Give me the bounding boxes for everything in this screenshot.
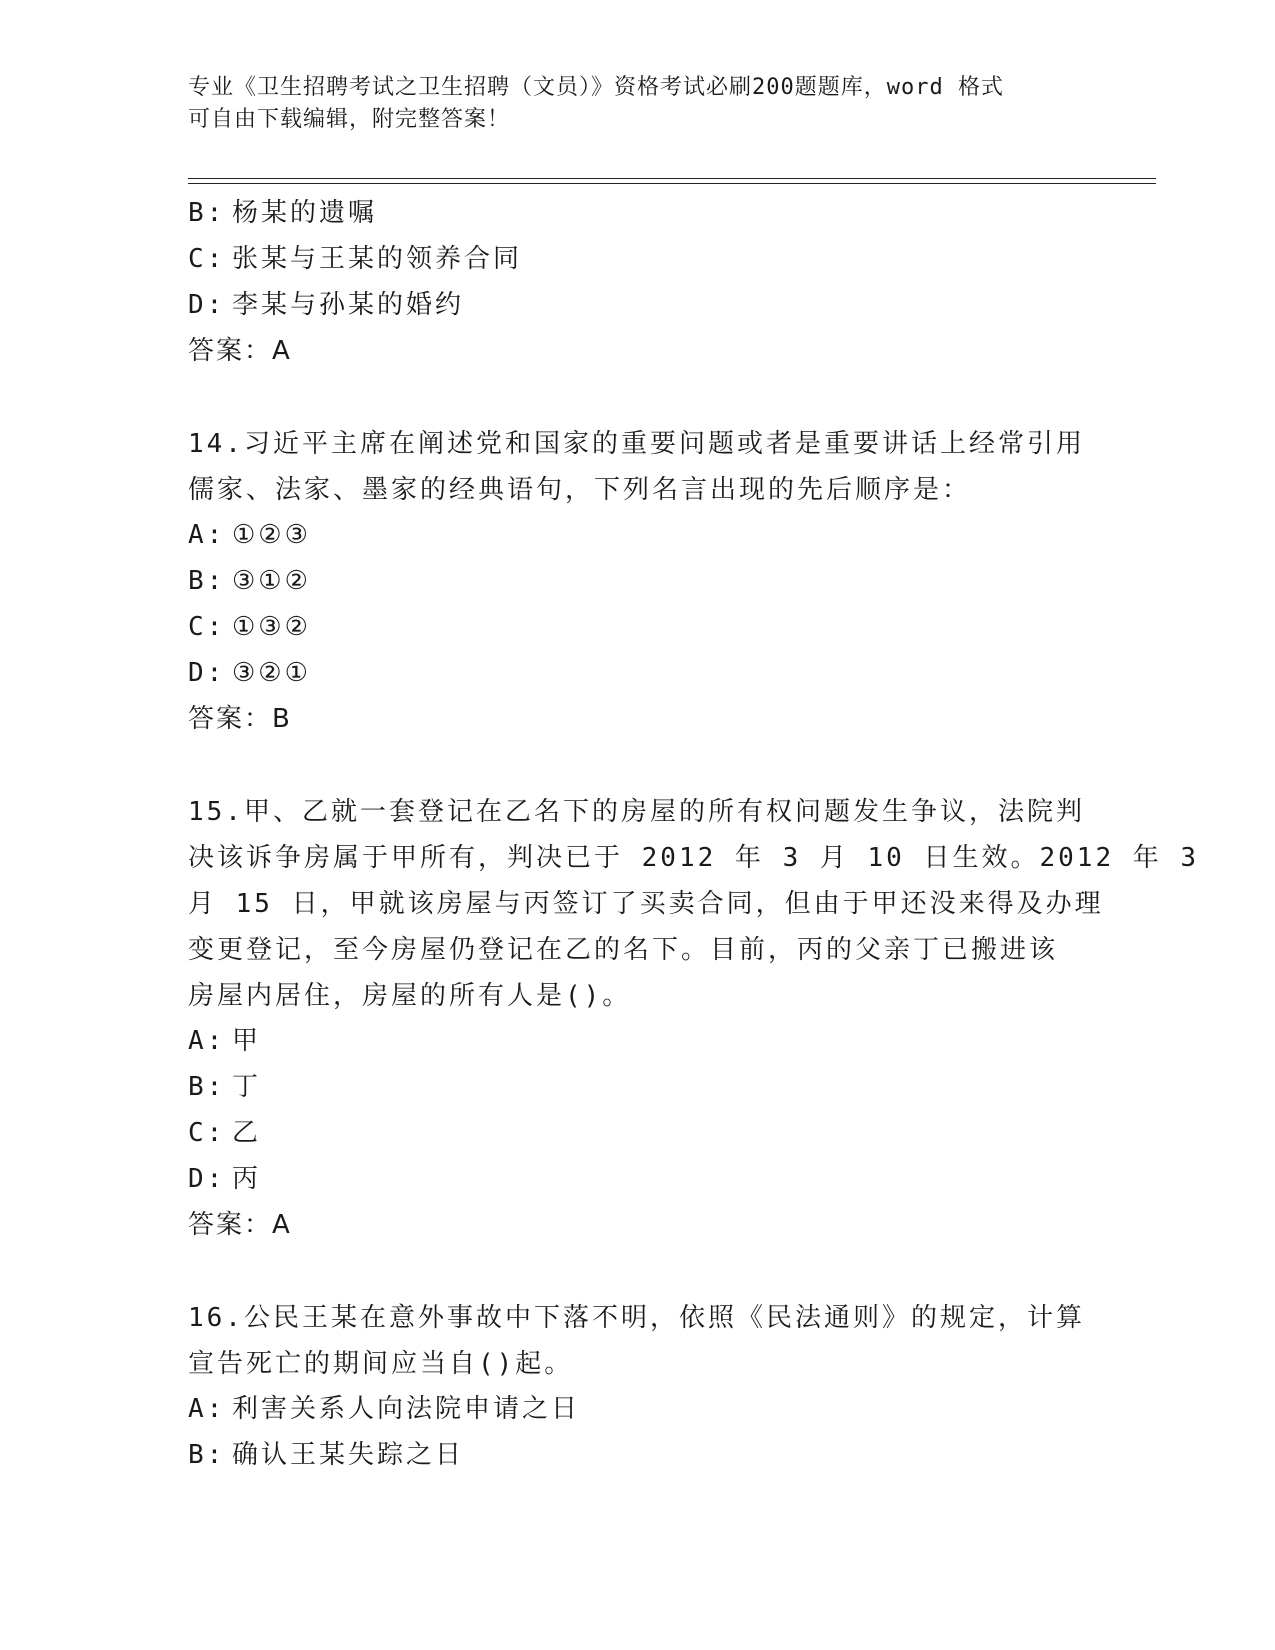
- document-header: [188, 72, 1068, 136]
- question-15: [188, 788, 1200, 1248]
- option-d: D: 李某与孙某的婚约: [188, 290, 465, 320]
- question-text-line: 14.习近平主席在阐述党和国家的重要问题或者是重要讲话上经常引用: [188, 429, 1085, 459]
- question-text-line: 决该诉争房属于甲所有，判决已于 2012 年 3 月 10 日生效。2012 年 3: [188, 843, 1200, 873]
- question-text-line: 月 15 日，甲就该房屋与丙签订了买卖合同，但由于甲还没来得及办理: [188, 889, 1104, 919]
- option-d: D: ③②①: [188, 658, 311, 688]
- question-14: [188, 420, 1085, 742]
- question-text-line: 15.甲、乙就一套登记在乙名下的房屋的所有权问题发生争议，法院判: [188, 797, 1085, 827]
- question-text-line: 16.公民王某在意外事故中下落不明，依照《民法通则》的规定，计算: [188, 1303, 1085, 1333]
- header-divider-top: [188, 178, 1156, 179]
- question-13-tail: [188, 190, 1068, 374]
- answer-line: 答案：A: [188, 336, 292, 366]
- answer-line: 答案：B: [188, 704, 292, 734]
- document-body: [188, 190, 1200, 1478]
- option-a: A: 利害关系人向法院申请之日: [188, 1394, 581, 1424]
- header-line-1: 专业《卫生招聘考试之卫生招聘（文员）》资格考试必刷200题题库，word 格式: [188, 75, 1004, 100]
- header-line-2: 可自由下载编辑，附完整答案！: [188, 107, 511, 132]
- option-b: B: 杨某的遗嘱: [188, 198, 378, 228]
- question-text-line: 宣告死亡的期间应当自()起。: [188, 1349, 574, 1379]
- question-text-line: 儒家、法家、墨家的经典语句，下列名言出现的先后顺序是：: [188, 475, 972, 505]
- option-d: D: 丙: [188, 1164, 262, 1194]
- option-a: A: ①②③: [188, 520, 311, 550]
- option-c: C: 张某与王某的领养合同: [188, 244, 523, 274]
- option-b: B: ③①②: [188, 566, 311, 596]
- option-c: C: ①③②: [188, 612, 311, 642]
- option-b: B: 确认王某失踪之日: [188, 1440, 465, 1470]
- option-c: C: 乙: [188, 1118, 262, 1148]
- option-a: A: 甲: [188, 1026, 262, 1056]
- question-text-line: 变更登记，至今房屋仍登记在乙的名下。目前，丙的父亲丁已搬进该: [188, 935, 1059, 965]
- question-16: [188, 1294, 1085, 1478]
- option-b: B: 丁: [188, 1072, 262, 1102]
- answer-line: 答案：A: [188, 1210, 292, 1240]
- question-text-line: 房屋内居住，房屋的所有人是()。: [188, 981, 632, 1011]
- header-divider-bottom: [188, 183, 1156, 184]
